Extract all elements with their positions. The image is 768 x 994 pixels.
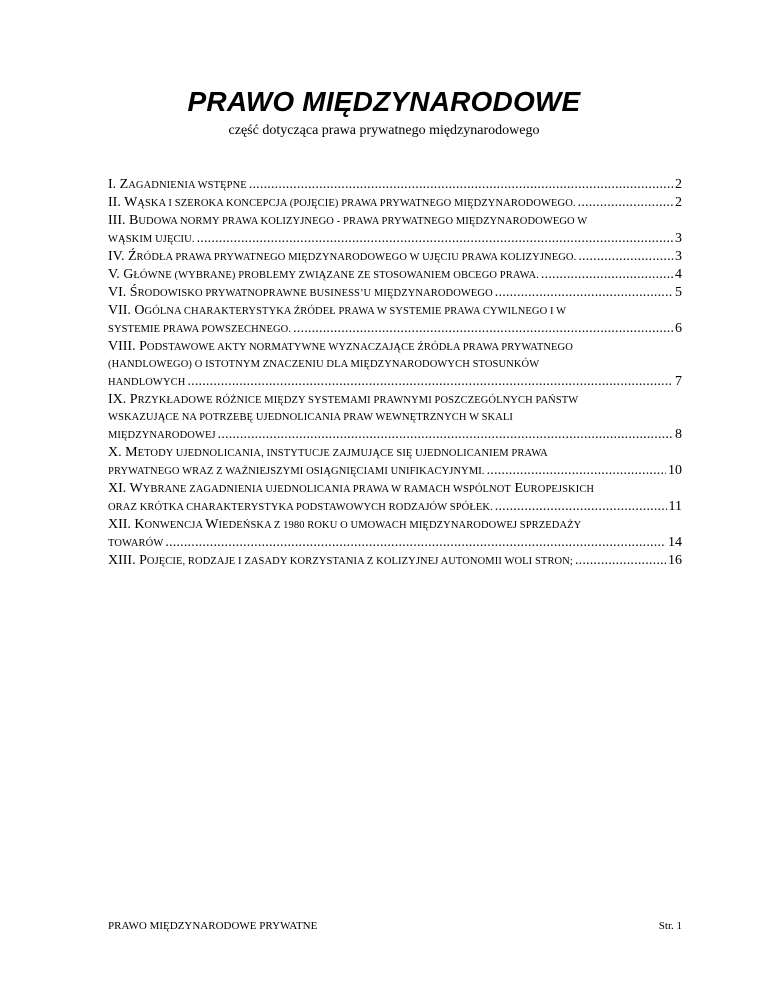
- leader-dots: [575, 552, 666, 569]
- toc-entry[interactable]: [108, 338, 682, 391]
- toc-page-number: 11: [668, 499, 682, 514]
- toc-entry-label: VIII. PODSTAWOWE AKTY NORMATYWNE WYZNACZAJĄCE ŹRÓDŁA PRAWA PRYWATNEGO: [108, 339, 573, 354]
- toc-entry[interactable]: [108, 212, 682, 248]
- toc-page-number: 4: [675, 267, 682, 282]
- toc-entry[interactable]: [108, 302, 682, 338]
- toc-entry[interactable]: [108, 194, 682, 212]
- toc-entry-label: IV. ŹRÓDŁA PRAWA PRYWATNEGO MIĘDZYNARODOWEGO W UJĘCIU PRAWA KOLIZYJNEGO.: [108, 249, 577, 264]
- leader-dots: [578, 248, 673, 265]
- toc-entry-label: I. ZAGADNIENIA WSTĘPNE: [108, 177, 247, 192]
- toc-entry-label: XII. KONWENCJA WIEDEŃSKA Z 1980 ROKU O UMOWACH MIĘDZYNARODOWEJ SPRZEDAŻY: [108, 517, 582, 532]
- leader-dots: [541, 266, 673, 283]
- toc-entry-continuation: MIĘDZYNARODOWEJ: [108, 430, 216, 441]
- leader-dots: [249, 176, 673, 193]
- footer-title: PRAWO MIĘDZYNARODOWE PRYWATNE: [108, 920, 318, 932]
- toc-entry-label: VI. ŚRODOWISKO PRYWATNOPRAWNE BUSINESS’U MIĘDZYNARODOWEGO: [108, 285, 493, 300]
- toc-entry-label: VII. OGÓLNA CHARAKTERYSTYKA ŹRÓDEŁ PRAWA W SYSTEMIE PRAWA CYWILNEGO I W: [108, 303, 567, 318]
- toc-page-number: 14: [668, 535, 682, 550]
- toc-entry[interactable]: [108, 552, 682, 570]
- toc-entry-label: III. BUDOWA NORMY PRAWA KOLIZYJNEGO - PRAWA PRYWATNEGO MIĘDZYNARODOWEGO W: [108, 213, 588, 228]
- toc-page-number: 7: [675, 374, 682, 389]
- leader-dots: [187, 373, 673, 390]
- footer-page-number: Str. 1: [658, 920, 682, 932]
- leader-dots: [197, 230, 673, 247]
- leader-dots: [293, 320, 673, 337]
- toc-entry-continuation: TOWARÓW: [108, 538, 164, 549]
- leader-dots: [165, 534, 666, 551]
- toc-page-number: 2: [675, 195, 682, 210]
- toc-entry[interactable]: [108, 391, 682, 444]
- toc-entry-continuation: WSKAZUJĄCE NA POTRZEBĘ UJEDNOLICANIA PRAW WEWNĘTRZNYCH W SKALI: [108, 412, 514, 423]
- toc-page-number: 5: [675, 285, 682, 300]
- toc-entry[interactable]: [108, 516, 682, 552]
- toc-page-number: 3: [675, 231, 682, 246]
- toc-entry-label: IX. PRZYKŁADOWE RÓŻNICE MIĘDZY SYSTEMAMI PRAWNYMI POSZCZEGÓLNYCH PAŃSTW: [108, 392, 579, 407]
- toc-entry-label: XI. WYBRANE ZAGADNIENIA UJEDNOLICANIA PRAWA W RAMACH WSPÓLNOT EUROPEJSKICH: [108, 481, 595, 496]
- toc-page-number: 10: [668, 463, 682, 478]
- document-subtitle: część dotycząca prawa prywatnego międzynarodowego: [228, 123, 540, 138]
- toc-entry[interactable]: [108, 284, 682, 302]
- leader-dots: [487, 462, 666, 479]
- leader-dots: [495, 498, 667, 515]
- toc-entry[interactable]: [108, 480, 682, 516]
- toc-entry[interactable]: [108, 266, 682, 284]
- toc-entry[interactable]: [108, 248, 682, 266]
- toc-entry-continuation: WĄSKIM UJĘCIU.: [108, 234, 195, 245]
- toc-entry-label: II. WĄSKA I SZEROKA KONCEPCJA (POJĘCIE) PRAWA PRYWATNEGO MIĘDZYNARODOWEGO.: [108, 195, 576, 210]
- toc-entry-continuation: ORAZ KRÓTKA CHARAKTERYSTYKA PODSTAWOWYCH RODZAJÓW SPÓŁEK.: [108, 502, 493, 513]
- toc-entry[interactable]: [108, 444, 682, 480]
- document-title: PRAWO MIĘDZYNARODOWE: [187, 86, 581, 117]
- toc-entry-label: XIII. POJĘCIE, RODZAJE I ZASADY KORZYSTANIA Z KOLIZYJNEJ AUTONOMII WOLI STRON;: [108, 553, 573, 568]
- toc-entry-continuation: (HANDLOWEGO) O ISTOTNYM ZNACZENIU DLA MIĘDZYNARODOWYCH STOSUNKÓW: [108, 359, 540, 370]
- toc-entry-continuation: SYSTEMIE PRAWA POWSZECHNEGO.: [108, 324, 292, 335]
- toc-page-number: 16: [668, 553, 682, 568]
- toc-entry-continuation: HANDLOWYCH: [108, 377, 186, 388]
- table-of-contents: [108, 176, 682, 570]
- toc-entry[interactable]: [108, 176, 682, 194]
- toc-entry-label: X. METODY UJEDNOLICANIA, INSTYTUCJE ZAJMUJĄCE SIĘ UJEDNOLICANIEM PRAWA: [108, 445, 548, 460]
- toc-entry-continuation: PRYWATNEGO WRAZ Z WAŻNIEJSZYMI OSIĄGNIĘCIAMI UNIFIKACYJNYMI.: [108, 466, 485, 477]
- toc-page-number: 3: [675, 249, 682, 264]
- toc-page-number: 8: [675, 427, 682, 442]
- toc-page-number: 6: [675, 321, 682, 336]
- leader-dots: [578, 194, 673, 211]
- leader-dots: [218, 426, 673, 443]
- leader-dots: [495, 284, 673, 301]
- toc-page-number: 2: [675, 177, 682, 192]
- toc-entry-label: V. GŁÓWNE (WYBRANE) PROBLEMY ZWIĄZANE ZE STOSOWANIEM OBCEGO PRAWA.: [108, 267, 539, 282]
